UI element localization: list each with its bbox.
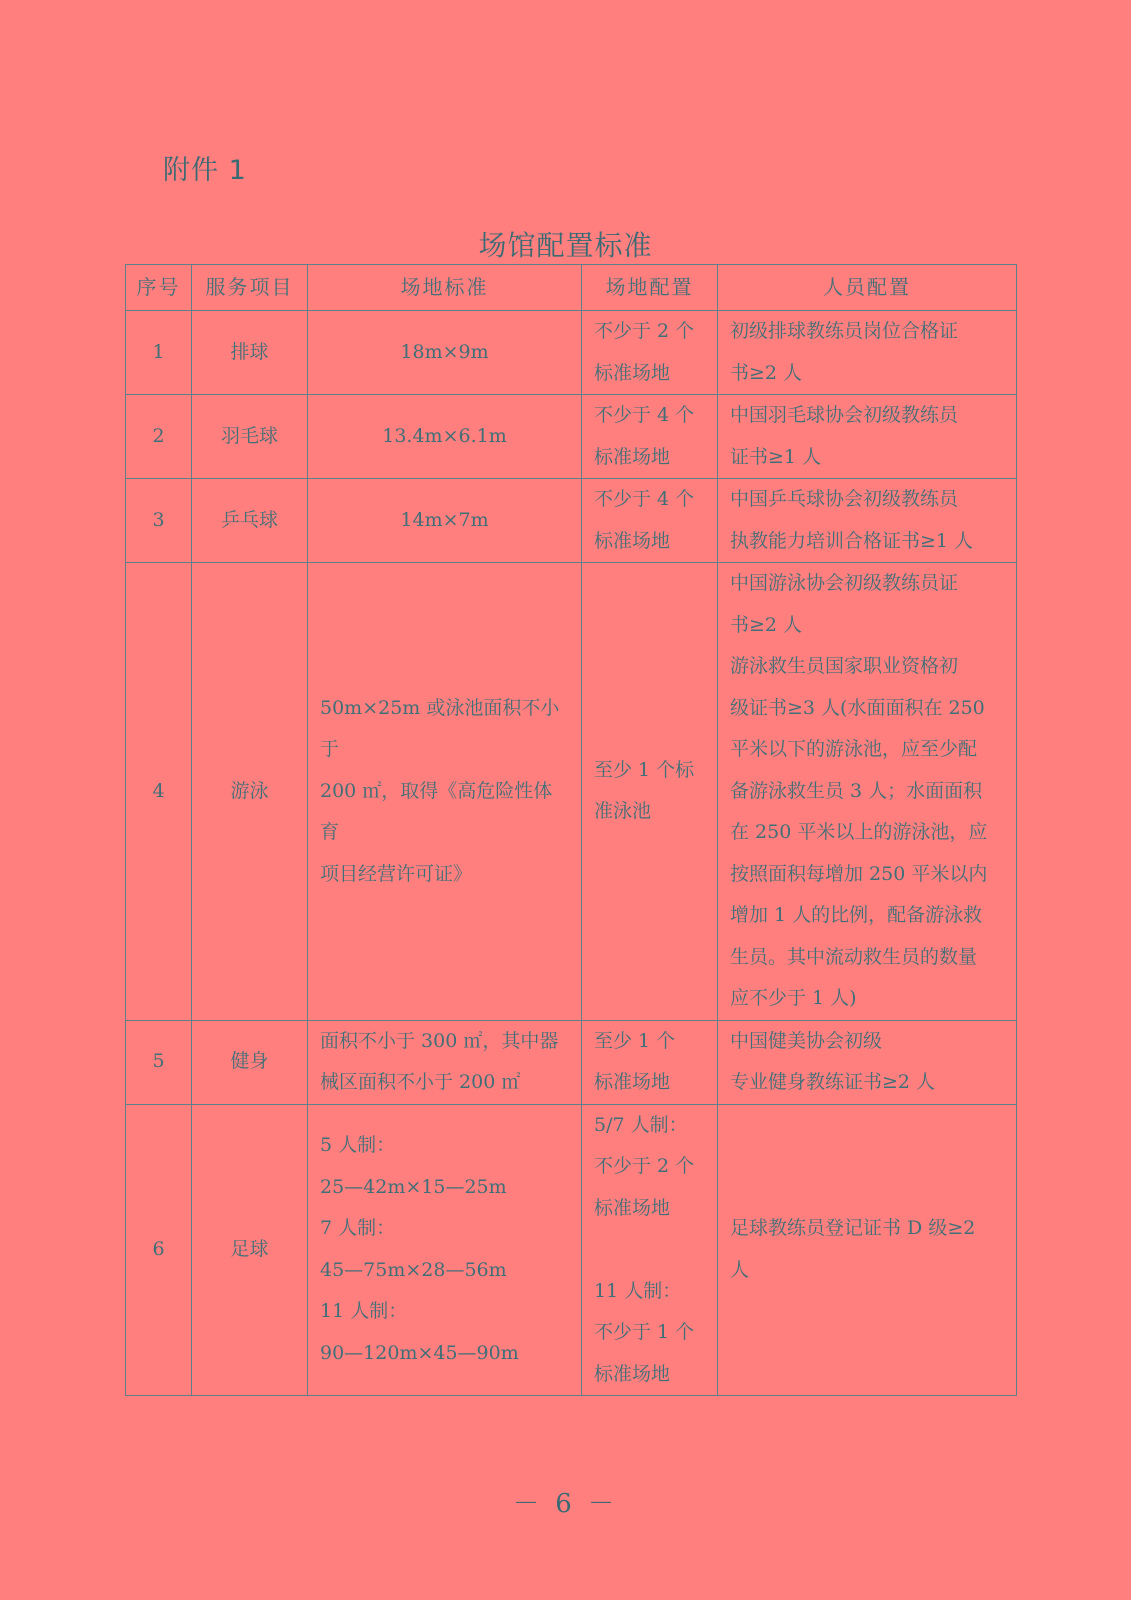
line: 不少于 2 个: [594, 320, 695, 342]
line: 11 人制：: [320, 1300, 408, 1323]
line: 25—42m×15—25m: [320, 1175, 507, 1198]
line: 中国羽毛球协会初级教练员: [730, 404, 959, 426]
row-venue-standard: [308, 311, 582, 395]
line: 初级排球教练员岗位合格证: [730, 320, 959, 342]
row-item: 足球: [192, 1104, 308, 1396]
line: 不少于 2 个: [594, 1155, 695, 1177]
line: 18m×9m: [400, 340, 489, 363]
table-row: [126, 1104, 1017, 1396]
line: 7 人制：: [320, 1217, 396, 1240]
line: 45—75m×28—56m: [320, 1258, 507, 1281]
line: 至少 1 个标: [594, 758, 695, 781]
row-venue-config: [582, 395, 718, 479]
line: 13.4m×6.1m: [382, 424, 507, 447]
line: 备游泳救生员 3 人；水面面积: [730, 779, 983, 802]
line: 面积不小于 300 ㎡，其中器: [320, 1029, 559, 1052]
line: 中国游泳协会初级教练员证: [730, 572, 959, 594]
line: 标准场地: [594, 1362, 671, 1385]
line: 按照面积每增加 250 平米以内: [730, 862, 988, 885]
line: 增加 1 人的比例，配备游泳救: [730, 904, 983, 926]
row-venue-config: [582, 311, 718, 395]
line: 不少于 4 个: [594, 488, 695, 510]
line: 5 人制：: [320, 1134, 396, 1157]
row-no: 5: [126, 1020, 192, 1104]
row-venue-config: [582, 1020, 718, 1104]
row-staff-config: [718, 1020, 1017, 1104]
row-venue-standard: [308, 479, 582, 563]
row-item: 排球: [192, 311, 308, 395]
row-item: 乒乓球: [192, 479, 308, 563]
line: 游泳救生员国家职业资格初: [730, 655, 959, 677]
line: 级证书≥3 人(水面面积在 250: [730, 696, 985, 719]
line: 足球教练员登记证书 D 级≥2: [730, 1217, 976, 1240]
row-item: 游泳: [192, 563, 308, 1021]
line: 标准场地: [594, 361, 671, 384]
header-item: 服务项目: [192, 265, 308, 311]
line: 项目经营许可证》: [320, 862, 473, 885]
line: 200 ㎡，取得《高危险性体育: [320, 779, 553, 843]
line: 在 250 平米以上的游泳池，应: [730, 821, 988, 843]
line: 生员。其中流动救生员的数量: [730, 945, 978, 968]
line: 平米以下的游泳池，应至少配: [730, 738, 978, 760]
line: 中国乒乓球协会初级教练员: [730, 488, 959, 510]
header-venue-config: 场地配置: [582, 265, 718, 311]
line: 90—120m×45—90m: [320, 1341, 519, 1364]
row-staff-config: [718, 479, 1017, 563]
table-row: [126, 1020, 1017, 1104]
page-number: － 6 －: [512, 1489, 619, 1519]
row-venue-config: [582, 1104, 718, 1396]
row-no: 6: [126, 1104, 192, 1396]
header-staff-config: 人员配置: [718, 265, 1017, 311]
line: 5/7 人制：: [594, 1113, 688, 1136]
header-venue-standard: 场地标准: [308, 265, 582, 311]
row-item: 健身: [192, 1020, 308, 1104]
line: 械区面积不小于 200 ㎡: [320, 1071, 521, 1093]
row-item: 羽毛球: [192, 395, 308, 479]
row-staff-config: [718, 1104, 1017, 1396]
line: 人: [730, 1258, 750, 1281]
row-staff-config: [718, 311, 1017, 395]
line: 书≥2 人: [730, 361, 803, 384]
line: 标准场地: [594, 445, 671, 468]
row-no: 2: [126, 395, 192, 479]
line: 50m×25m 或泳池面积不小于: [320, 696, 560, 760]
table-row: [126, 311, 1017, 395]
attachment-label: 附件 1: [163, 155, 247, 186]
row-no: 4: [126, 563, 192, 1021]
line: 14m×7m: [400, 508, 489, 531]
line: 至少 1 个: [594, 1029, 676, 1052]
line: [594, 1229, 705, 1271]
line: 标准场地: [594, 1196, 671, 1219]
row-venue-standard: [308, 1020, 582, 1104]
line: 应不少于 1 人): [730, 987, 857, 1009]
line: 专业健身教练证书≥2 人: [730, 1071, 936, 1093]
row-no: 3: [126, 479, 192, 563]
line: 标准场地: [594, 529, 671, 552]
row-staff-config: [718, 563, 1017, 1021]
row-venue-config: [582, 563, 718, 1021]
row-no: 1: [126, 311, 192, 395]
line: 不少于 1 个: [594, 1321, 695, 1343]
table-header-row: [126, 265, 1017, 311]
row-venue-standard: [308, 395, 582, 479]
line: 11 人制：: [594, 1279, 682, 1302]
table-row: [126, 563, 1017, 1021]
line: 证书≥1 人: [730, 445, 822, 468]
header-no: 序号: [126, 265, 192, 311]
line: 标准场地: [594, 1071, 671, 1093]
row-venue-config: [582, 479, 718, 563]
line: 中国健美协会初级: [730, 1029, 883, 1052]
venue-config-table: [125, 264, 1017, 1396]
line: 书≥2 人: [730, 613, 803, 636]
table-title: 场馆配置标准: [478, 229, 653, 262]
table-row: [126, 479, 1017, 563]
row-venue-standard: [308, 563, 582, 1021]
line: 准泳池: [594, 800, 652, 823]
table-row: [126, 395, 1017, 479]
row-venue-standard: [308, 1104, 582, 1396]
line: 执教能力培训合格证书≥1 人: [730, 529, 974, 552]
line: 不少于 4 个: [594, 404, 695, 426]
row-staff-config: [718, 395, 1017, 479]
